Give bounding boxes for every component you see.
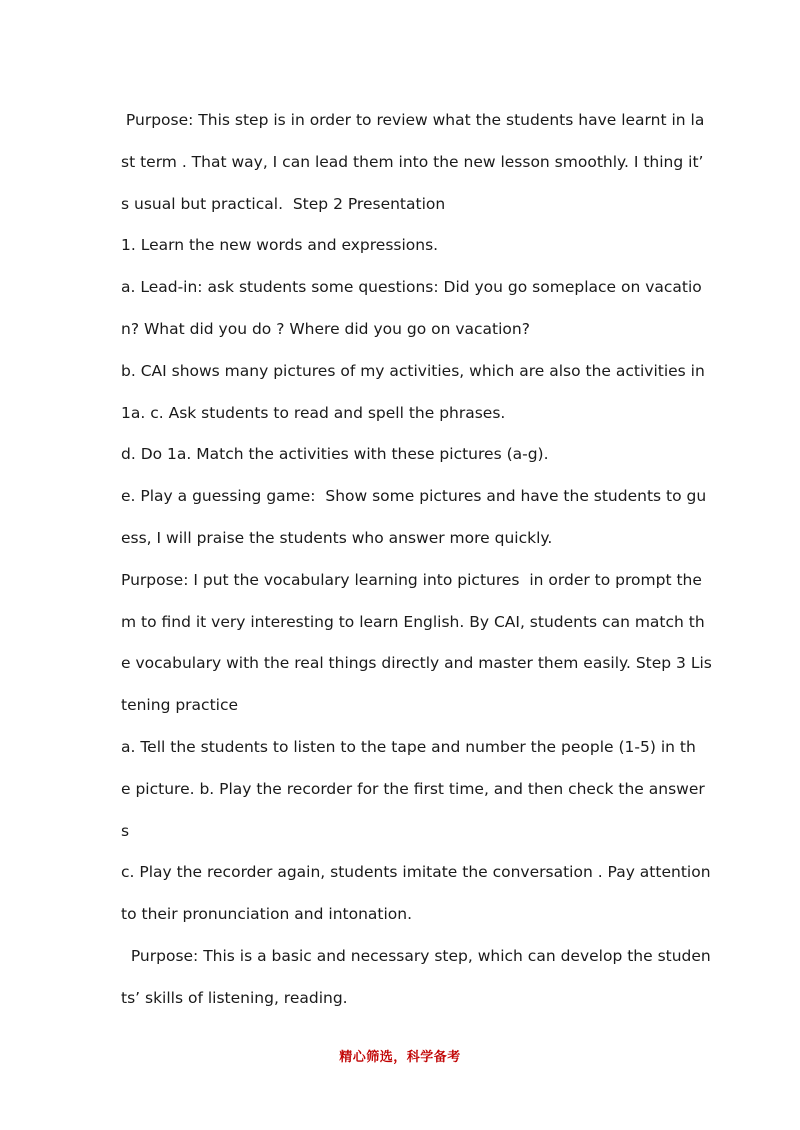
text-line: e picture. b. Play the recorder for the first time, and then check the answer	[121, 779, 705, 798]
text-line: c. Play the recorder again, students imitate the conversation . Pay attention	[121, 863, 711, 882]
text-line: Purpose: This is a basic and necessary step, which can develop the studen	[121, 946, 711, 965]
text-line: st term . That way, I can lead them into the new lesson smoothly. I thing it’	[121, 152, 704, 171]
text-line: to their pronunciation and intonation.	[121, 905, 413, 924]
text-line: ess, I will praise the students who answer more quickly.	[121, 528, 553, 547]
text-line: n? What did you do ? Where did you go on vacation?	[121, 319, 530, 338]
text-line: m to find it very interesting to learn English. By CAI, students can match th	[121, 612, 705, 631]
text-line: Purpose: This step is in order to review what the students have learnt in la	[121, 111, 705, 129]
document-body	[121, 100, 712, 1020]
text-line: ts’ skills of listening, reading.	[121, 988, 348, 1007]
text-line: s	[121, 821, 130, 840]
text-line: s usual but practical. Step 2 Presentation	[121, 194, 446, 213]
text-line: d. Do 1a. Match the activities with these pictures (a-g).	[121, 445, 549, 464]
text-line: 1a. c. Ask students to read and spell the phrases.	[121, 403, 506, 422]
text-line: 1. Learn the new words and expressions.	[121, 236, 439, 255]
text-line: e. Play a guessing game: Show some pictures and have the students to gu	[121, 487, 707, 506]
text-line: a. Lead-in: ask students some questions: Did you go someplace on vacatio	[121, 278, 702, 297]
text-line: Purpose: I put the vocabulary learning into pictures in order to prompt the	[121, 570, 702, 589]
text-line: e vocabulary with the real things directly and master them easily. Step 3 Lis	[121, 654, 712, 673]
text-line: b. CAI shows many pictures of my activities, which are also the activities in	[121, 361, 705, 380]
text-line: tening practice	[121, 696, 239, 715]
text-line: a. Tell the students to listen to the tape and number the people (1-5) in th	[121, 737, 696, 756]
page-footer: 精心筛选，科学备考	[339, 1050, 461, 1065]
